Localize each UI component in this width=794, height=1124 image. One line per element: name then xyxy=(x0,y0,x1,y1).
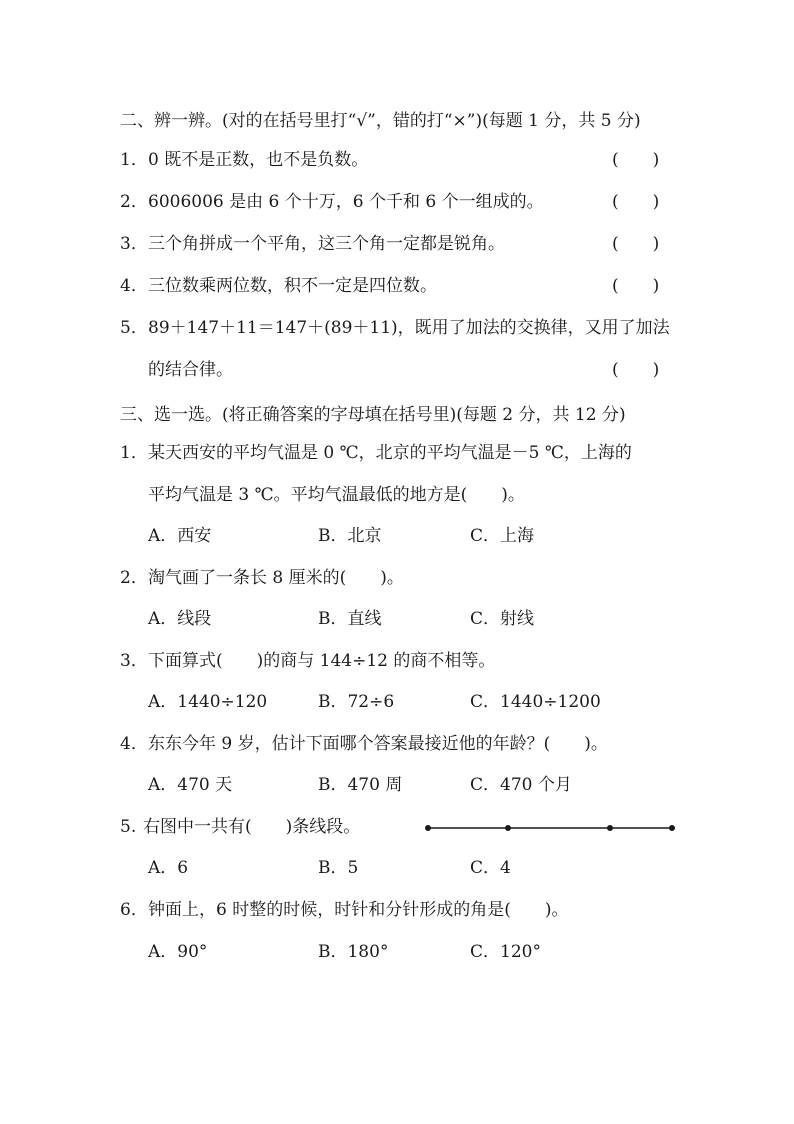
item-text: 右图中一共有( )条线段。 xyxy=(143,817,361,837)
item-number: 2． xyxy=(120,192,148,212)
option-a[interactable]: A．6 xyxy=(148,858,189,878)
answer-paren[interactable]: ( ) xyxy=(612,360,660,380)
item-text: 三位数乘两位数，积不一定是四位数。 xyxy=(148,276,437,296)
item-number: 5. xyxy=(120,817,137,837)
item-number: 1． xyxy=(120,443,148,463)
option-a[interactable]: A．西安 xyxy=(148,526,212,546)
item-number: 6． xyxy=(120,900,148,920)
option-c[interactable]: C．上海 xyxy=(470,526,535,546)
item-text: 钟面上，6 时整的时候，时针和分针形成的角是( )。 xyxy=(148,900,569,920)
item-number: 4． xyxy=(120,734,148,754)
item-number: 1． xyxy=(120,150,148,170)
option-b[interactable]: B．北京 xyxy=(318,526,382,546)
item-text: 三个角拼成一个平角，这三个角一定都是锐角。 xyxy=(148,234,505,254)
option-c[interactable]: C．470 个月 xyxy=(470,775,572,795)
item-text-cont: 平均气温是 3 ℃。平均气温最低的地方是( )。 xyxy=(148,485,525,505)
segment-point-2 xyxy=(505,825,511,831)
option-a[interactable]: A．470 天 xyxy=(148,775,233,795)
option-c[interactable]: C．4 xyxy=(470,858,511,878)
item-text: 6006006 是由 6 个十万，6 个千和 6 个一组成的。 xyxy=(148,192,544,212)
item-text: 某天西安的平均气温是 0 ℃，北京的平均气温是－5 ℃，上海的 xyxy=(148,443,632,463)
section3-title: 三、选一选。(将正确答案的字母填在括号里)(每题 2 分，共 12 分) xyxy=(120,405,626,425)
item-text: 下面算式( )的商与 144÷12 的商不相等。 xyxy=(148,651,496,671)
segment-point-4 xyxy=(669,825,675,831)
item-text: 0 既不是正数，也不是负数。 xyxy=(148,150,369,170)
item-number: 2． xyxy=(120,568,148,588)
option-b[interactable]: B．直线 xyxy=(318,609,382,629)
option-c[interactable]: C．射线 xyxy=(470,609,535,629)
item-text: 淘气画了一条长 8 厘米的( )。 xyxy=(148,568,404,588)
option-b[interactable]: B．72÷6 xyxy=(318,692,395,712)
item-number: 3． xyxy=(120,234,148,254)
segment-point-1 xyxy=(425,825,431,831)
option-c[interactable]: C．120° xyxy=(470,942,541,962)
section2-title: 二、辨一辨。(对的在括号里打“√”，错的打“×”)(每题 1 分，共 5 分) xyxy=(120,111,641,131)
option-a[interactable]: A．90° xyxy=(148,942,208,962)
answer-paren[interactable]: ( ) xyxy=(612,234,660,254)
answer-paren[interactable]: ( ) xyxy=(612,192,660,212)
item-text: 89＋147＋11＝147＋(89＋11)，既用了加法的交换律，又用了加法 xyxy=(148,318,670,338)
option-c[interactable]: C．1440÷1200 xyxy=(470,692,601,712)
option-a[interactable]: A．1440÷120 xyxy=(148,692,268,712)
option-a[interactable]: A．线段 xyxy=(148,609,212,629)
item-number: 5． xyxy=(120,318,148,338)
answer-paren[interactable]: ( ) xyxy=(612,276,660,296)
item-number: 3． xyxy=(120,651,148,671)
option-b[interactable]: B．180° xyxy=(318,942,389,962)
option-b[interactable]: B．470 周 xyxy=(318,775,403,795)
item-text: 东东今年 9 岁，估计下面哪个答案最接近他的年龄？( )。 xyxy=(148,734,608,754)
answer-paren[interactable]: ( ) xyxy=(612,150,660,170)
segment-point-3 xyxy=(607,825,613,831)
item-number: 4． xyxy=(120,276,148,296)
item-text-cont: 的结合律。 xyxy=(148,360,233,380)
option-b[interactable]: B．5 xyxy=(318,858,359,878)
